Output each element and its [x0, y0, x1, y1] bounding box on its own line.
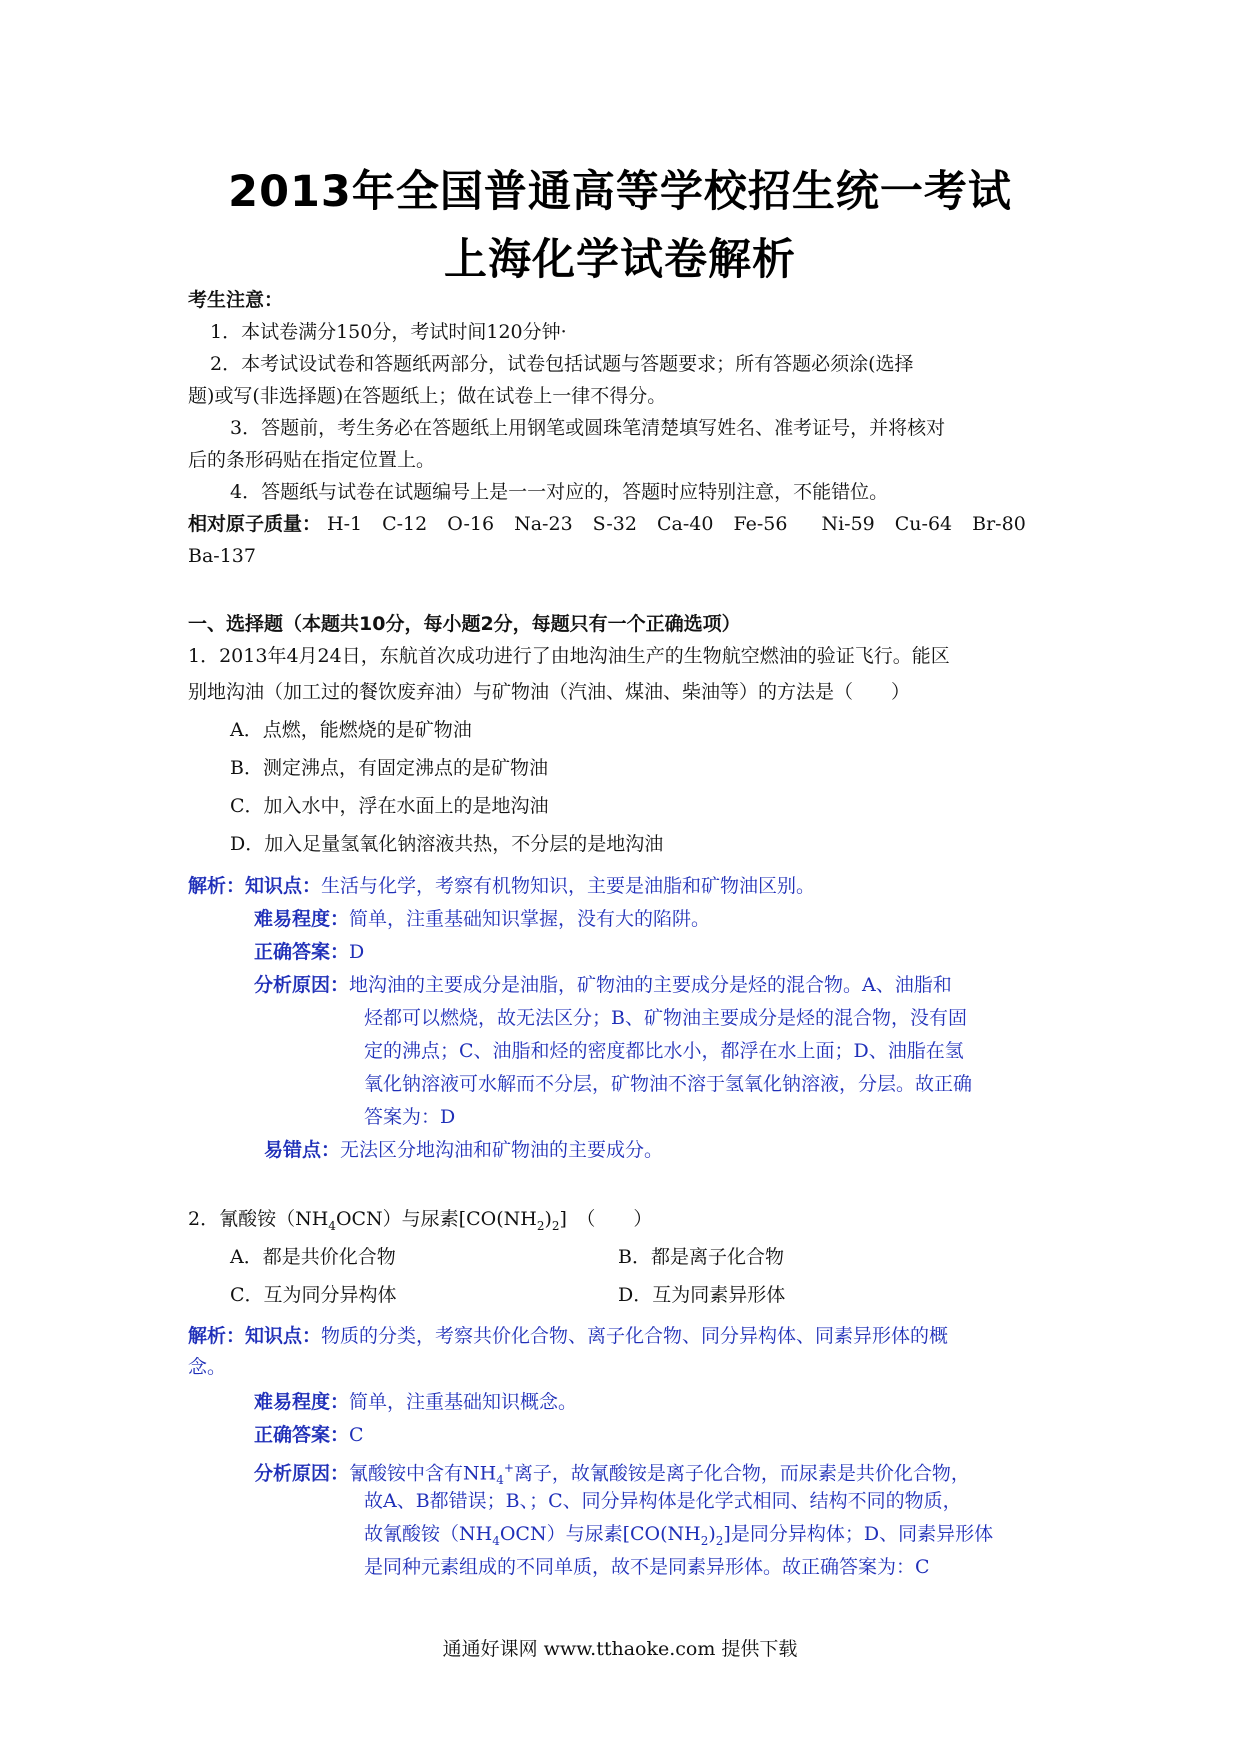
atomic-mass-line	[188, 510, 1046, 538]
q1-yicuo-label: 易错点：	[264, 1139, 341, 1161]
atomic-mass-label: 相对原子质量：	[188, 513, 322, 535]
q2-fenxi-1a: 氰酸铵中含有NH	[349, 1462, 497, 1485]
q2-option-b: B．都是离子化合物	[618, 1246, 784, 1268]
q1-reason-3: 定的沸点；C、油脂和烃的密度都比水小，都浮在水上面；D、油脂在氢	[364, 1040, 964, 1062]
notice-item-4: 4．答题纸与试卷在试题编号上是一一对应的，答题时应特别注意，不能错位。	[230, 481, 889, 503]
q2-zhishi-text-b: 念。	[188, 1356, 227, 1378]
exam-title-line2: 上海化学试卷解析	[444, 235, 796, 285]
atomic-mass-o: O-16	[447, 513, 495, 535]
q2-stem-part-1: 2．氰酸铵（NH	[188, 1208, 329, 1230]
q1-reason-1	[254, 971, 952, 999]
q1-pitfall	[264, 1136, 663, 1164]
q1-nanyi-label: 难易程度：	[254, 908, 350, 930]
q2-fenxi-1-sub: 4	[496, 1473, 504, 1488]
q2-stem-sub-2: 2	[536, 1218, 545, 1233]
q2-analysis-knowledge	[188, 1322, 948, 1350]
atomic-mass-ca: Ca-40	[656, 513, 714, 535]
q1-daan-text: D	[349, 941, 365, 963]
atomic-mass-h: H-1	[327, 513, 363, 535]
q2-fenxi-3c: )	[708, 1523, 716, 1545]
q2-zhishi-text-a: 物质的分类，考察共价化合物、离子化合物、同分异构体、同素异形体的概	[321, 1325, 949, 1347]
q1-reason-4: 氧化钠溶液可水解而不分层，矿物油不溶于氢氧化钠溶液，分层。故正确	[364, 1073, 973, 1095]
notice-item-2b: 题)或写(非选择题)在答题纸上；做在试卷上一律不得分。	[188, 385, 667, 407]
q1-option-b: B．测定沸点，有固定沸点的是矿物油	[230, 757, 548, 779]
atomic-mass-na: Na-23	[514, 513, 573, 535]
notice-heading: 考生注意：	[188, 289, 284, 311]
q1-reason-2: 烃都可以燃烧，故无法区分；B、矿物油主要成分是烃的混合物，没有固	[364, 1007, 967, 1029]
q2-stem-part-2: OCN）与尿素[CO(NH	[335, 1208, 537, 1230]
q2-fenxi-3b: OCN）与尿素[CO(NH	[499, 1523, 701, 1545]
q1-zhishi-text: 生活与化学，考察有机物知识，主要是油脂和矿物油区别。	[321, 875, 816, 897]
q1-nanyi-text: 简单，注重基础知识掌握，没有大的陷阱。	[349, 908, 711, 930]
atomic-mass-fe: Fe-56	[733, 513, 788, 535]
q2-stem-part-3: )	[544, 1208, 552, 1230]
q1-stem-b: 别地沟油（加工过的餐饮废弃油）与矿物油（汽油、煤油、柴油等）的方法是（ ）	[188, 681, 911, 703]
atomic-mass-s: S-32	[592, 513, 637, 535]
q1-yicuo-text: 无法区分地沟油和矿物油的主要成分。	[340, 1139, 664, 1161]
q1-analysis-knowledge	[188, 872, 815, 900]
q1-reason-5: 答案为：D	[364, 1106, 456, 1128]
notice-item-2a: 2．本考试设试卷和答题纸两部分，试卷包括试题与答题要求；所有答题必须涂(选择	[210, 353, 914, 375]
notice-item-1: 1．本试卷满分150分，考试时间120分钟·	[210, 321, 567, 343]
q2-difficulty	[254, 1388, 577, 1416]
q2-stem	[188, 1205, 652, 1240]
q1-answer	[254, 938, 364, 966]
q1-option-a: A．点燃，能燃烧的是矿物油	[230, 719, 472, 741]
q2-option-d: D．互为同素异形体	[618, 1284, 786, 1306]
q2-fenxi-1b: 离子，故氰酸铵是离子化合物，而尿素是共价化合物，	[513, 1462, 970, 1485]
atomic-mass-c: C-12	[382, 513, 428, 535]
q1-fenxi-label: 分析原因：	[254, 974, 350, 996]
q1-fenxi-text-1: 地沟油的主要成分是油脂，矿物油的主要成分是烃的混合物。A、油脂和	[349, 974, 952, 996]
q2-daan-text: C	[349, 1424, 364, 1446]
q2-daan-label: 正确答案：	[254, 1424, 350, 1446]
q1-jiexi-label: 解析：	[188, 875, 246, 897]
atomic-mass-ni: Ni-59	[821, 513, 875, 535]
q2-fenxi-3-sub-1: 4	[492, 1533, 500, 1548]
notice-item-3a: 3．答题前，考生务必在答题纸上用钢笔或圆珠笔清楚填写姓名、准考证号，并将核对	[230, 417, 946, 439]
atomic-mass-cu: Cu-64	[894, 513, 953, 535]
q2-stem-sub-1: 4	[328, 1218, 336, 1233]
q2-answer	[254, 1421, 364, 1449]
q1-zhishi-label: 知识点：	[245, 875, 322, 897]
q2-stem-sub-3: 2	[551, 1218, 560, 1233]
q2-option-c: C．互为同分异构体	[230, 1284, 397, 1306]
q2-fenxi-1-sup: +	[503, 1461, 514, 1475]
section-heading: 一、选择题（本题共10分，每小题2分，每题只有一个正确选项）	[188, 613, 741, 635]
q2-reason-4: 是同种元素组成的不同单质，故不是同素异形体。故正确答案为：C	[364, 1556, 930, 1578]
q2-zhishi-label: 知识点：	[245, 1325, 322, 1347]
q1-stem-a: 1．2013年4月24日，东航首次成功进行了由地沟油生产的生物航空燃油的验证飞行。能区	[188, 645, 950, 667]
notice-item-3b: 后的条形码贴在指定位置上。	[188, 449, 436, 471]
q2-jiexi-label: 解析：	[188, 1325, 246, 1347]
q1-option-d: D．加入足量氢氧化钠溶液共热，不分层的是地沟油	[230, 833, 664, 855]
q2-fenxi-3-sub-2: 2	[700, 1533, 709, 1548]
q1-option-c: C．加入水中，浮在水面上的是地沟油	[230, 795, 549, 817]
atomic-mass-ba: Ba-137	[188, 545, 256, 567]
q2-fenxi-3a: 故氰酸铵（NH	[364, 1523, 493, 1545]
atomic-mass-br: Br-80	[972, 513, 1026, 535]
q2-nanyi-label: 难易程度：	[254, 1391, 350, 1413]
q1-difficulty	[254, 905, 710, 933]
q2-fenxi-3d: ]是同分异构体；D、同素异形体	[723, 1523, 994, 1545]
q2-reason-2: 故A、B都错误；B、；C、同分异构体是化学式相同、结构不同的物质，	[364, 1490, 962, 1512]
page-footer: 通通好课网 www.tthaoke.com 提供下载	[442, 1638, 798, 1660]
exam-title-line1: 2013年全国普通高等学校招生统一考试	[228, 167, 1012, 217]
q2-option-a: A．都是共价化合物	[230, 1246, 396, 1268]
q2-fenxi-3-sub-3: 2	[715, 1533, 724, 1548]
q1-daan-label: 正确答案：	[254, 941, 350, 963]
q2-fenxi-label: 分析原因：	[254, 1462, 350, 1485]
q2-stem-part-4: ] （ ）	[559, 1208, 653, 1230]
q2-nanyi-text: 简单，注重基础知识概念。	[349, 1391, 578, 1413]
q2-reason-3	[364, 1520, 993, 1555]
